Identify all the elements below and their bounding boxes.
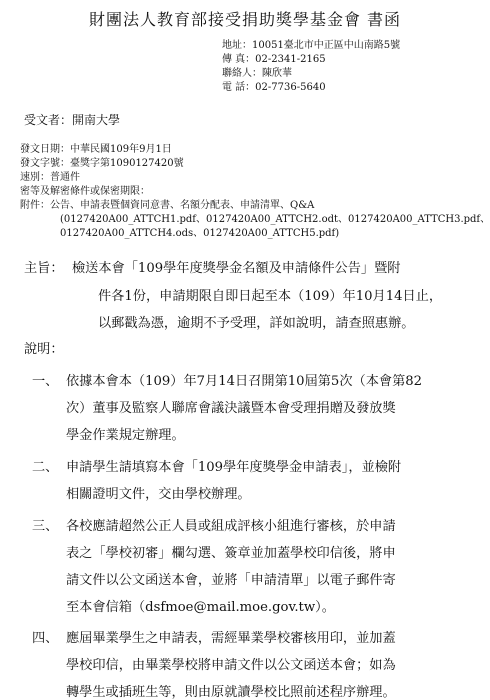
- sender-address: 地址：10051臺北市中正區中山南路5號: [222, 40, 401, 51]
- secrecy-level: 密等及解密條件或保密期限：: [20, 186, 150, 197]
- speed-class: 速別：普通件: [20, 172, 80, 183]
- attachment-list: 附件：公告、申請表暨個資同意書、名額分配表、申請清單、Q&A: [20, 200, 315, 211]
- document-title: 財團法人教育部接受捐助獎學基金會 書函: [88, 10, 402, 29]
- sender-phone: 電 話：02-7736-5640: [222, 82, 326, 93]
- item-line: 表之「學校初審」欄勾選、簽章並加蓋學校印信後，將申: [66, 546, 396, 561]
- item-line: 申請學生請填寫本會「109學年度獎學金申請表」，並檢附: [66, 460, 402, 475]
- item-line: 各校應請超然公正人員或組成評核小組進行審核，於申請: [66, 519, 396, 534]
- subject-line-2: 件各1份，申請期限自即日起至本（109）年10月14日止，: [98, 289, 443, 304]
- item-line: 次）董事及監察人聯席會議決議暨本會受理捐贈及發放獎: [66, 401, 396, 416]
- subject-label: 主旨：: [24, 261, 64, 276]
- explanation-label: 說明：: [24, 342, 64, 357]
- sender-contact: 聯絡人：陳欣華: [222, 68, 292, 79]
- issue-date: 發文日期：中華民國109年9月1日: [20, 144, 172, 155]
- item-line: 應屆畢業學生之申請表，需經畢業學校審核用印，並加蓋: [66, 631, 396, 646]
- item-number: 一、: [32, 374, 59, 389]
- recipient: 受文者：開南大學: [24, 113, 121, 127]
- item-line: 轉學生或插班生等，則由原就讀學校比照前述程序辦理。: [66, 685, 396, 700]
- item-number: 二、: [32, 460, 59, 475]
- item-line: 相關證明文件，交由學校辦理。: [66, 487, 251, 502]
- subject-line-3: 以郵戳為憑，逾期不予受理，詳如說明，請查照惠辦。: [98, 316, 415, 331]
- sender-fax: 傳 真：02-2341-2165: [222, 54, 326, 65]
- item-line: 請文件以公文函送本會，並將「申請清單」以電子郵件寄: [66, 573, 396, 588]
- subject-line-1: 檢送本會「109學年度獎學金名額及申請條件公告」暨附: [72, 261, 401, 276]
- item-number: 三、: [32, 519, 59, 534]
- attachment-files-line-2: 0127420A00_ATTCH4.ods、0127420A00_ATTCH5.pdf): [60, 228, 340, 239]
- item-line: 學金作業規定辦理。: [66, 428, 185, 443]
- issue-number: 發文字號：臺獎字第1090127420號: [20, 158, 184, 169]
- attachment-files-line-1: (0127420A00_ATTCH1.pdf、0127420A00_ATTCH2.odt、0127420A00_ATTCH3.pdf、: [60, 214, 490, 225]
- item-line: 學校印信，由畢業學校將申請文件以公文函送本會；如為: [66, 658, 396, 673]
- item-line: 至本會信箱（dsfmoe@mail.moe.gov.tw）。: [66, 600, 335, 615]
- item-line: 依據本會本（109）年7月14日召開第10屆第5次（本會第82: [66, 374, 423, 389]
- item-number: 四、: [32, 631, 59, 646]
